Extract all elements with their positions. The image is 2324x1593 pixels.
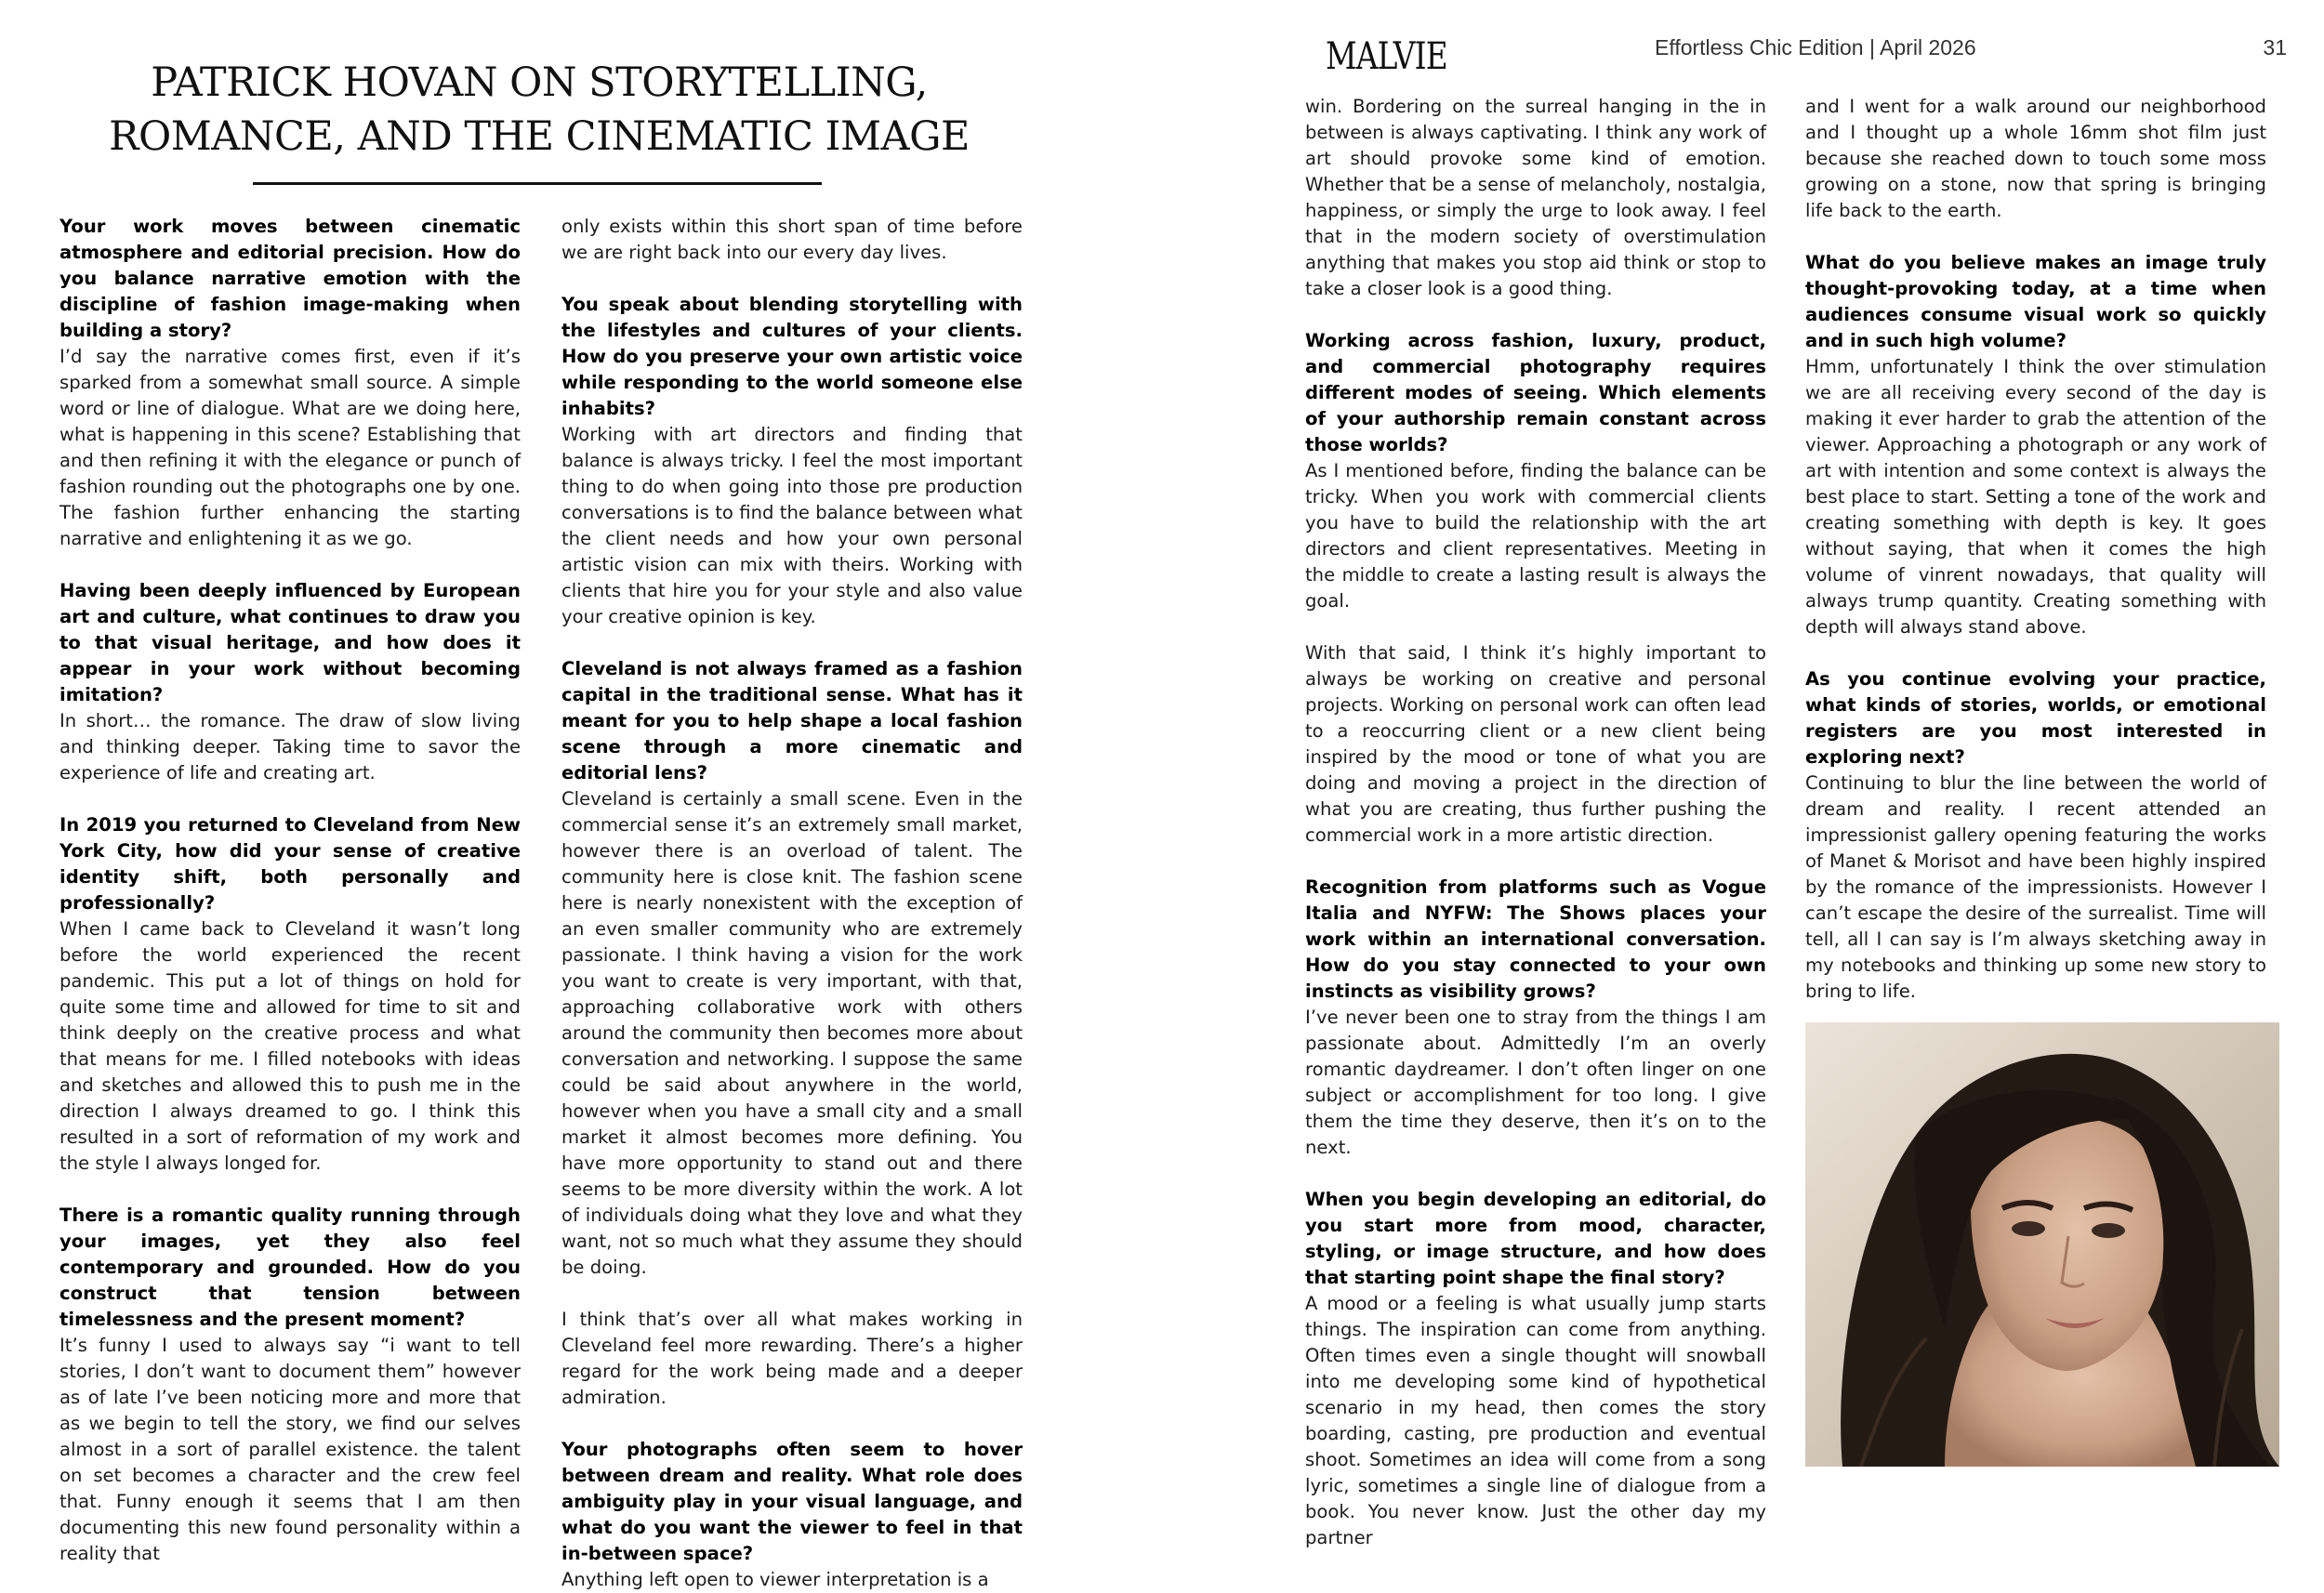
question: As you continue evolving your practice, what kinds of stories, worlds, or emotional registers are you most interested in exploring next?	[1805, 668, 2266, 768]
answer: In short… the romance. The draw of slow living and thinking deeper. Taking time to savor the experience of life and creating art.	[59, 710, 521, 783]
question: Cleveland is not always framed as a fashion capital in the traditional sense. What has it meant for you to help shape a local fashion scene through a more cinematic and editorial lens?	[561, 658, 1023, 783]
article-title	[56, 56, 1023, 164]
question: Your photographs often seem to hover between dream and reality. What role does ambiguity play in your visual language, and what do you want the viewer to feel in that in-between space?	[561, 1439, 1023, 1564]
question: Recognition from platforms such as Vogue Italia and NYFW: The Shows places your work within an international conversation. How do you stay connected to your own instincts as visibility grows?	[1305, 876, 1766, 1002]
question: You speak about blending storytelling with the lifestyles and cultures of your clients. How do you preserve your own artistic voice while responding to the world someone else inhabits?	[561, 294, 1023, 419]
question: What do you believe makes an image truly thought-provoking today, at a time when audiences consume visual work so quickly and in such high volume?	[1805, 252, 2266, 351]
page-number: 31	[2263, 35, 2287, 59]
question: Your work moves between cinematic atmosphere and editorial precision. How do you balance narrative emotion with the discipline of fashion image-making when building a story?	[59, 216, 521, 341]
left-page	[0, 0, 1162, 1590]
edition-label: Effortless Chic Edition | April 2026	[1655, 35, 1976, 59]
answer: Anything left open to viewer interpretation is a	[561, 1569, 989, 1590]
question: Having been deeply influenced by European art and culture, what continues to draw you to that visual heritage, and how does it appear in your work without becoming imitation?	[59, 580, 521, 705]
answer: I’d say the narrative comes first, even if it’s sparked from a somewhat small source. A simple word or line of dialogue. What are we doing here, what is happening in this scene? Establishing that and then refining it with the elegance or punch of fashion rounding out the photographs one by one. The fashion further enhancing the starting narrative and enlightening it as we go.	[59, 346, 521, 549]
magazine-masthead: MALVIE	[1326, 35, 1447, 78]
answer: With that said, I think it’s highly important to always be working on creative and personal projects. Working on personal work can often lead to a reoccurring client or a new client being inspired by the mood or tone of what you are doing and moving a project in the direction of what you are creating, thus further pushing the commercial work in a more artistic direction.	[1305, 642, 1766, 846]
answer: Working with art directors and finding that balance is always tricky. I feel the most important thing to do when going into those pre production conversations is to find the balance between what the client needs and how your own personal artistic vision can mix with theirs. Working with clients that hire you for your style and also value your creative opinion is key.	[561, 424, 1023, 627]
answer: I think that’s over all what makes working in Cleveland feel more rewarding. There’s a higher regard for the work being made and a deeper admiration.	[561, 1309, 1023, 1408]
answer: A mood or a feeling is what usually jump starts things. The inspiration can come from anything. Often times even a single thought will snowball into me developing some kind of hypothetical scenario in my head, then comes the story boarding, casting, pre production and eventual shoot. Sometimes an idea will come from a song lyric, sometimes a single line of dialogue from a book. You never know. Just the other day my partner	[1305, 1293, 1766, 1548]
question: When you begin developing an editorial, do you start more from mood, character, styling, or image structure, and how does that starting point shape the final story?	[1305, 1189, 1766, 1288]
answer: When I came back to Cleveland it wasn’t long before the world experienced the recent pandemic. This put a lot of things on hold for quite some time and allowed for time to sit and think deeply on the creative process and what that means for me. I filled notebooks with ideas and sketches and allowed this to push me in the direction I always dreamed to go. I think this resulted in a sort of reformation of my work and the style I always longed for.	[59, 918, 521, 1174]
article-title-line-1: PATRICK HOVAN ON STORYTELLING,	[151, 59, 928, 106]
answer-continued: win. Bordering on the surreal hanging in the in between is always captivating. I think any work of art should provoke some kind of emotion. Whether that be a sense of melancholy, nostalgia, happiness, or simply the urge to look away. I feel that in the modern society of overstimulation anything that makes you stop aid think or stop to take a closer look is a good thing.	[1305, 96, 1766, 299]
portrait-illustration	[1805, 1022, 2279, 1467]
article-title-line-2: ROMANCE, AND THE CINEMATIC IMAGE	[109, 113, 970, 160]
answer-continued: only exists within this short span of time before we are right back into our every day lives.	[561, 216, 1023, 263]
question: Working across fashion, luxury, product, and commercial photography requires different modes of seeing. Which elements of your authorship remain constant across those worlds?	[1305, 330, 1766, 455]
answer: As I mentioned before, finding the balance can be tricky. When you work with commercial clients you have to build the relationship with the art directors and client representatives. Meeting in the middle to create a lasting result is always the goal.	[1305, 460, 1766, 612]
column-1	[59, 214, 521, 1567]
portrait-photo	[1805, 1022, 2279, 1467]
answer: It’s funny I used to always say “i want to tell stories, I don’t want to document them” however as of late I’ve been noticing more and more that as we begin to tell the story, we find our selves almost in a sort of parallel existence. the talent on set becomes a character and the crew feel that. Funny enough it seems that I am then documenting this new found personality within a reality that	[59, 1335, 521, 1564]
answer: Continuing to blur the line between the world of dream and reality. I recent attended an impressionist gallery opening featuring the works of Manet & Morisot and have been highly inspired by the romance of the impressionists. However I can’t escape the desire of the surrealist. Time will tell, all I can say is I’m always sketching away in my notebooks and thinking up some new story to bring to life.	[1805, 772, 2266, 1002]
column-3	[1305, 94, 1766, 1551]
answer: I’ve never been one to stray from the things I am passionate about. Admittedly I’m an overly romantic daydreamer. I don’t often linger on one subject or accomplishment for too long. I give them the time they deserve, then it’s on to the next.	[1305, 1007, 1766, 1158]
question: There is a romantic quality running through your images, yet they also feel contemporary and grounded. How do you construct that tension between timelessness and the present moment?	[59, 1205, 521, 1330]
column-4	[1805, 94, 2266, 1005]
question: In 2019 you returned to Cleveland from New York City, how did your sense of creative identity shift, both personally and professionally?	[59, 814, 521, 914]
column-2	[561, 214, 1023, 1593]
answer-continued: and I went for a walk around our neighborhood and I thought up a whole 16mm shot film just because she reached down to touch some moss growing on a stone, now that spring is bringing life back to the earth.	[1805, 96, 2266, 221]
answer: Hmm, unfortunately I think the over stimulation we are all receiving every second of the day is making it ever harder to grab the attention of the viewer. Approaching a photograph or any work of art with intention and some context is always the best place to start. Setting a tone of the work and creating something with depth is key. It goes without saying, that when it comes the high volume of vinrent nowadays, that quality will always trump quantity. Creating something with depth will always stand above.	[1805, 356, 2266, 638]
title-divider	[253, 182, 822, 185]
answer: Cleveland is certainly a small scene. Even in the commercial sense it’s an extremely small market, however there is an overload of talent. The community here is close knit. The fashion scene here is nearly nonexistent with the exception of an even smaller community who are extremely passionate. I think having a vision for the work you want to create is very important, with that, approaching collaborative work with others around the community then becomes more about conversation and networking. I suppose the same could be said about anywhere in the world, however when you have a small city and a small market it almost becomes more defining. You have more opportunity to stand out and there seems to be more diversity within the work. A lot of individuals doing what they love and what they want, not so much what they assume they should be doing.	[561, 788, 1023, 1278]
